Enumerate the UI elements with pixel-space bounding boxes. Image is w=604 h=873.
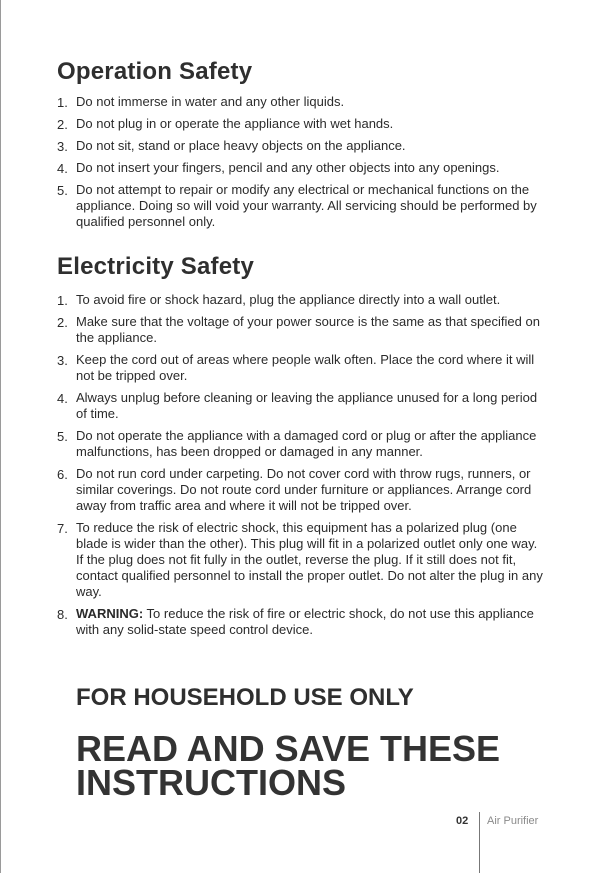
footer-product-title: Air Purifier bbox=[487, 815, 539, 827]
item-number: 6. bbox=[57, 467, 68, 482]
item-text: Do not insert your fingers, pencil and any other objects into any openings. bbox=[76, 160, 500, 175]
item-text: Keep the cord out of areas where people walk often. Place the cord where it will not be tripped over. bbox=[76, 352, 535, 383]
household-use-heading: FOR HOUSEHOLD USE ONLY bbox=[76, 684, 414, 711]
read-save-heading: READ AND SAVE THESE INSTRUCTIONS bbox=[76, 728, 501, 803]
electricity-safety-heading: Electricity Safety bbox=[57, 253, 255, 280]
electricity-safety-list bbox=[57, 292, 547, 638]
item-text: Make sure that the voltage of your power source is the same as that specified on the appliance. bbox=[76, 314, 540, 345]
operation-safety-heading: Operation Safety bbox=[57, 58, 253, 85]
item-text: Do not run cord under carpeting. Do not cover cord with throw rugs, runners, or similar coverings. Do not route cord under furniture or appliances. Arrange cord away from traffic area and where it will not be tripped over. bbox=[76, 466, 532, 513]
item-number: 2. bbox=[57, 315, 68, 330]
list-item bbox=[57, 606, 547, 638]
page-edge-line bbox=[0, 0, 1, 873]
list-item bbox=[57, 314, 547, 346]
item-text: Always unplug before cleaning or leaving the appliance unused for a long period of time. bbox=[76, 390, 538, 421]
list-item bbox=[57, 160, 547, 176]
page-number: 02 bbox=[456, 815, 469, 827]
item-number: 4. bbox=[57, 391, 68, 406]
list-item bbox=[57, 352, 547, 384]
item-text bbox=[76, 606, 547, 638]
list-item bbox=[57, 390, 547, 422]
item-text: Do not sit, stand or place heavy objects on the appliance. bbox=[76, 138, 406, 153]
item-text: Do not immerse in water and any other liquids. bbox=[76, 94, 345, 109]
footer-divider bbox=[479, 812, 480, 873]
operation-safety-list bbox=[57, 94, 547, 230]
list-item bbox=[57, 116, 547, 132]
list-item bbox=[57, 94, 547, 110]
item-text: Do not attempt to repair or modify any electrical or mechanical functions on the appliance. Doing so will void your warranty. All servicing should be performed by qualified personnel only. bbox=[76, 182, 537, 229]
item-text: To avoid fire or shock hazard, plug the appliance directly into a wall outlet. bbox=[76, 292, 501, 307]
list-item bbox=[57, 520, 547, 600]
item-number: 1. bbox=[57, 293, 68, 308]
item-number: 8. bbox=[57, 607, 68, 622]
item-number: 3. bbox=[57, 139, 68, 154]
item-number: 5. bbox=[57, 429, 68, 444]
list-item bbox=[57, 466, 547, 514]
item-number: 7. bbox=[57, 521, 68, 536]
item-number: 4. bbox=[57, 161, 68, 176]
item-number: 3. bbox=[57, 353, 68, 368]
item-number: 5. bbox=[57, 183, 68, 198]
item-number: 2. bbox=[57, 117, 68, 132]
item-text: Do not operate the appliance with a damaged cord or plug or after the appliance malfunctions, has been dropped or damaged in any manner. bbox=[76, 428, 537, 459]
list-item bbox=[57, 428, 547, 460]
item-number: 1. bbox=[57, 95, 68, 110]
item-text: To reduce the risk of electric shock, this equipment has a polarized plug (one blade is wider than the other). This plug will fit in a polarized outlet only one way. If the plug does not fit fully in the outlet, reverse the plug. If it still does not fit, contact qualified personnel to install the proper outlet. Do not alter the plug in any way. bbox=[76, 520, 543, 599]
item-text: Do not plug in or operate the appliance with wet hands. bbox=[76, 116, 394, 131]
list-item bbox=[57, 138, 547, 154]
warning-label: WARNING: bbox=[76, 606, 144, 621]
list-item bbox=[57, 292, 547, 308]
list-item bbox=[57, 182, 547, 230]
warning-text: To reduce the risk of fire or electric shock, do not use this appliance with any solid-state speed control device. bbox=[76, 606, 534, 637]
